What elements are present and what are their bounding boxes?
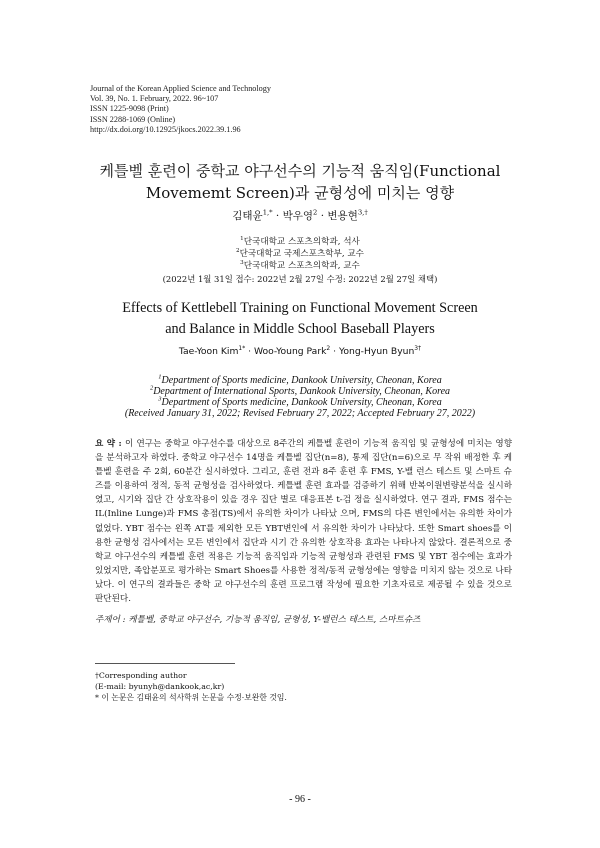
affiliation-text: 단국대학교 스포츠의학과, 교수 <box>243 261 360 271</box>
author-separator: · <box>272 210 283 222</box>
english-title <box>60 298 540 340</box>
author-name: Yong-Hyun Byun <box>339 346 415 357</box>
author-sup: 1* <box>238 344 246 352</box>
author-name: Tae-Yoon Kim <box>178 346 239 357</box>
korean-title-line: 케틀벨 훈련이 중학교 야구선수의 기능적 움직임(Functional <box>99 162 501 180</box>
affiliation <box>60 248 540 260</box>
journal-volume: Vol. 39, No. 1. February, 2022. 96~107 <box>90 94 219 104</box>
abstract-line: 서 유의한 차이가 나타났다. 또한 Smart shoes를 이용한 균형성 검사에서는 모든 변인에서 집단과 시기 <box>95 523 513 548</box>
abstract-line: 으며, FMS의 다른 변인에서는 유의한 차이가 없었다. YBT 점수는 왼쪽 AT를 제외한 모든 YBT변인에 <box>95 509 512 534</box>
author-sup: 3,† <box>357 208 368 217</box>
english-affiliations <box>60 375 540 419</box>
english-authors <box>60 346 540 358</box>
abstract-label: 요 약 : <box>95 439 126 449</box>
corresponding-author: †Corresponding author <box>95 671 187 680</box>
korean-affiliations <box>60 236 540 272</box>
abstract-line: 움직임과 기능적 균형성과 관련된 FMS 및 YBT 점수에는 효과가 있었지만, 족압분포로 평가하는 Smart <box>95 551 512 576</box>
abstract-line: Shoes를 사용한 정적/동적 균형성에는 영향을 미치지 않는 것으로 나타났다. 이 연구의 결과들은 중학 <box>95 565 513 590</box>
affiliation-sup: 2 <box>149 384 154 392</box>
thesis-note: * 이 논문은 김태윤의 석사학위 논문을 수정·보완한 것임. <box>95 693 287 702</box>
author-sup: 1,* <box>262 208 273 217</box>
author-separator: · <box>330 346 339 357</box>
affiliation-sup: 2 <box>236 248 240 255</box>
affiliation-text: Department of Sports medicine, Dankook University, Cheonan, Korea <box>161 397 442 408</box>
author-separator: · <box>317 210 328 222</box>
affiliation-sup: 3 <box>240 260 244 267</box>
abstract-line: 교 야구선수의 훈련 프로그램 작성에 필요한 기초자료로 제공될 수 있을 것으로 판단된다. <box>95 579 513 605</box>
abstract <box>95 437 512 606</box>
affiliation-text: 단국대학교 스포츠의학과, 석사 <box>243 237 360 247</box>
author-sup: 3† <box>414 344 422 352</box>
issn-print: ISSN 1225-9098 (Print) <box>90 104 169 114</box>
affiliation-text: Department of International Sports, Dankook University, Cheonan, Korea <box>153 386 451 397</box>
author-separator: · <box>245 346 254 357</box>
affiliation <box>60 260 540 272</box>
english-title-line: Effects of Kettlebell Training on Functional Movement Screen <box>122 300 478 316</box>
abstract-line: 미치는 영향을 분석하고자 하였다. 중학교 야구선수 14명을 케틀벨 집단(n=8), 통제 집단(n=6)으로 무 <box>95 439 512 464</box>
affiliation-text: Department of Sports medicine, Dankook University, Cheonan, Korea <box>161 375 442 386</box>
korean-title <box>60 160 540 204</box>
affiliation <box>60 386 540 397</box>
affiliation <box>60 375 540 386</box>
corresponding-email[interactable]: (E-mail: byunyh@dankook,ac,kr) <box>95 682 225 691</box>
abstract-line: 작위 배정한 후 케틀벨 훈련을 주 2회, 60분간 실시하였다. 그리고, 훈련 전과 8주 훈련 후 FMS, Y-밸 <box>95 453 513 478</box>
author-name: 박우영 <box>282 210 314 222</box>
english-title-line: and Balance in Middle School Baseball Players <box>165 321 435 337</box>
affiliation-sup: 1 <box>158 373 162 381</box>
english-dates: (Received January 31, 2022; Revised February 27, 2022; Accepted February 27, 2022) <box>124 408 476 419</box>
affiliation-text: 단국대학교 국제스포츠학부, 교수 <box>239 249 364 259</box>
affiliation-sup: 1 <box>240 236 244 243</box>
abstract-line: 정을 실시하였다. 연구 결과, FMS 점수는 IL(Inline Lunge)과 FMS 총점(TS)에서 유의한 차이가 나타났 <box>95 495 512 520</box>
issn-online: ISSN 2288-1069 (Online) <box>90 114 176 124</box>
korean-dates: (2022년 1월 31일 접수: 2022년 2월 27일 수정: 2022년 2월 27일 채택) <box>162 274 438 284</box>
journal-metadata <box>90 84 271 135</box>
journal-name: Journal of the Korean Applied Science and Technology <box>90 84 271 93</box>
footnote-divider <box>95 663 235 664</box>
affiliation <box>60 397 540 408</box>
keywords: 주제어 : 케틀벨, 중학교 야구선수, 기능적 움직임, 균형성, Y-밸런스 테스트, 스마트슈즈 <box>95 615 421 625</box>
korean-title-line: Movememt Screen)과 균형성에 미치는 영향 <box>145 184 455 202</box>
author-sup: 2 <box>326 344 331 352</box>
abstract-line: 위해 반복이원변량분석을 실시하였고, 시기와 집단 간 상호작용이 있을 경우 집단 별로 대응표본 t-검 <box>95 481 513 506</box>
abstract-line: 이 연구는 중학교 야구선수를 대상으로 8주간의 케틀벨 훈련이 기능적 움직임 및 균형성에 <box>125 439 465 449</box>
korean-authors <box>60 209 540 223</box>
doi-link[interactable]: http://dx.doi.org/10.12925/jkocs.2022.39.1.96 <box>90 124 241 134</box>
affiliation-sup: 3 <box>158 395 162 403</box>
author-name: 김태윤 <box>232 210 263 222</box>
footnotes <box>95 670 287 703</box>
author-sup: 2 <box>313 208 318 217</box>
abstract-line: 런스 테스트 및 스마트 슈즈를 이용하여 정적, 동적 균형성을 검사하였다. 케틀벨 훈련 효과를 검증하기 <box>95 467 512 492</box>
author-name: 변용현 <box>327 210 358 222</box>
author-name: Woo-Young Park <box>253 346 327 357</box>
page-number: - 96 - <box>289 794 311 805</box>
affiliation <box>60 236 540 248</box>
abstract-line: 간 유의한 상호작용 효과는 나타나지 않았다. 결론적으로 중학교 야구선수의 케틀벨 훈련 적용은 기능적 <box>95 537 512 562</box>
